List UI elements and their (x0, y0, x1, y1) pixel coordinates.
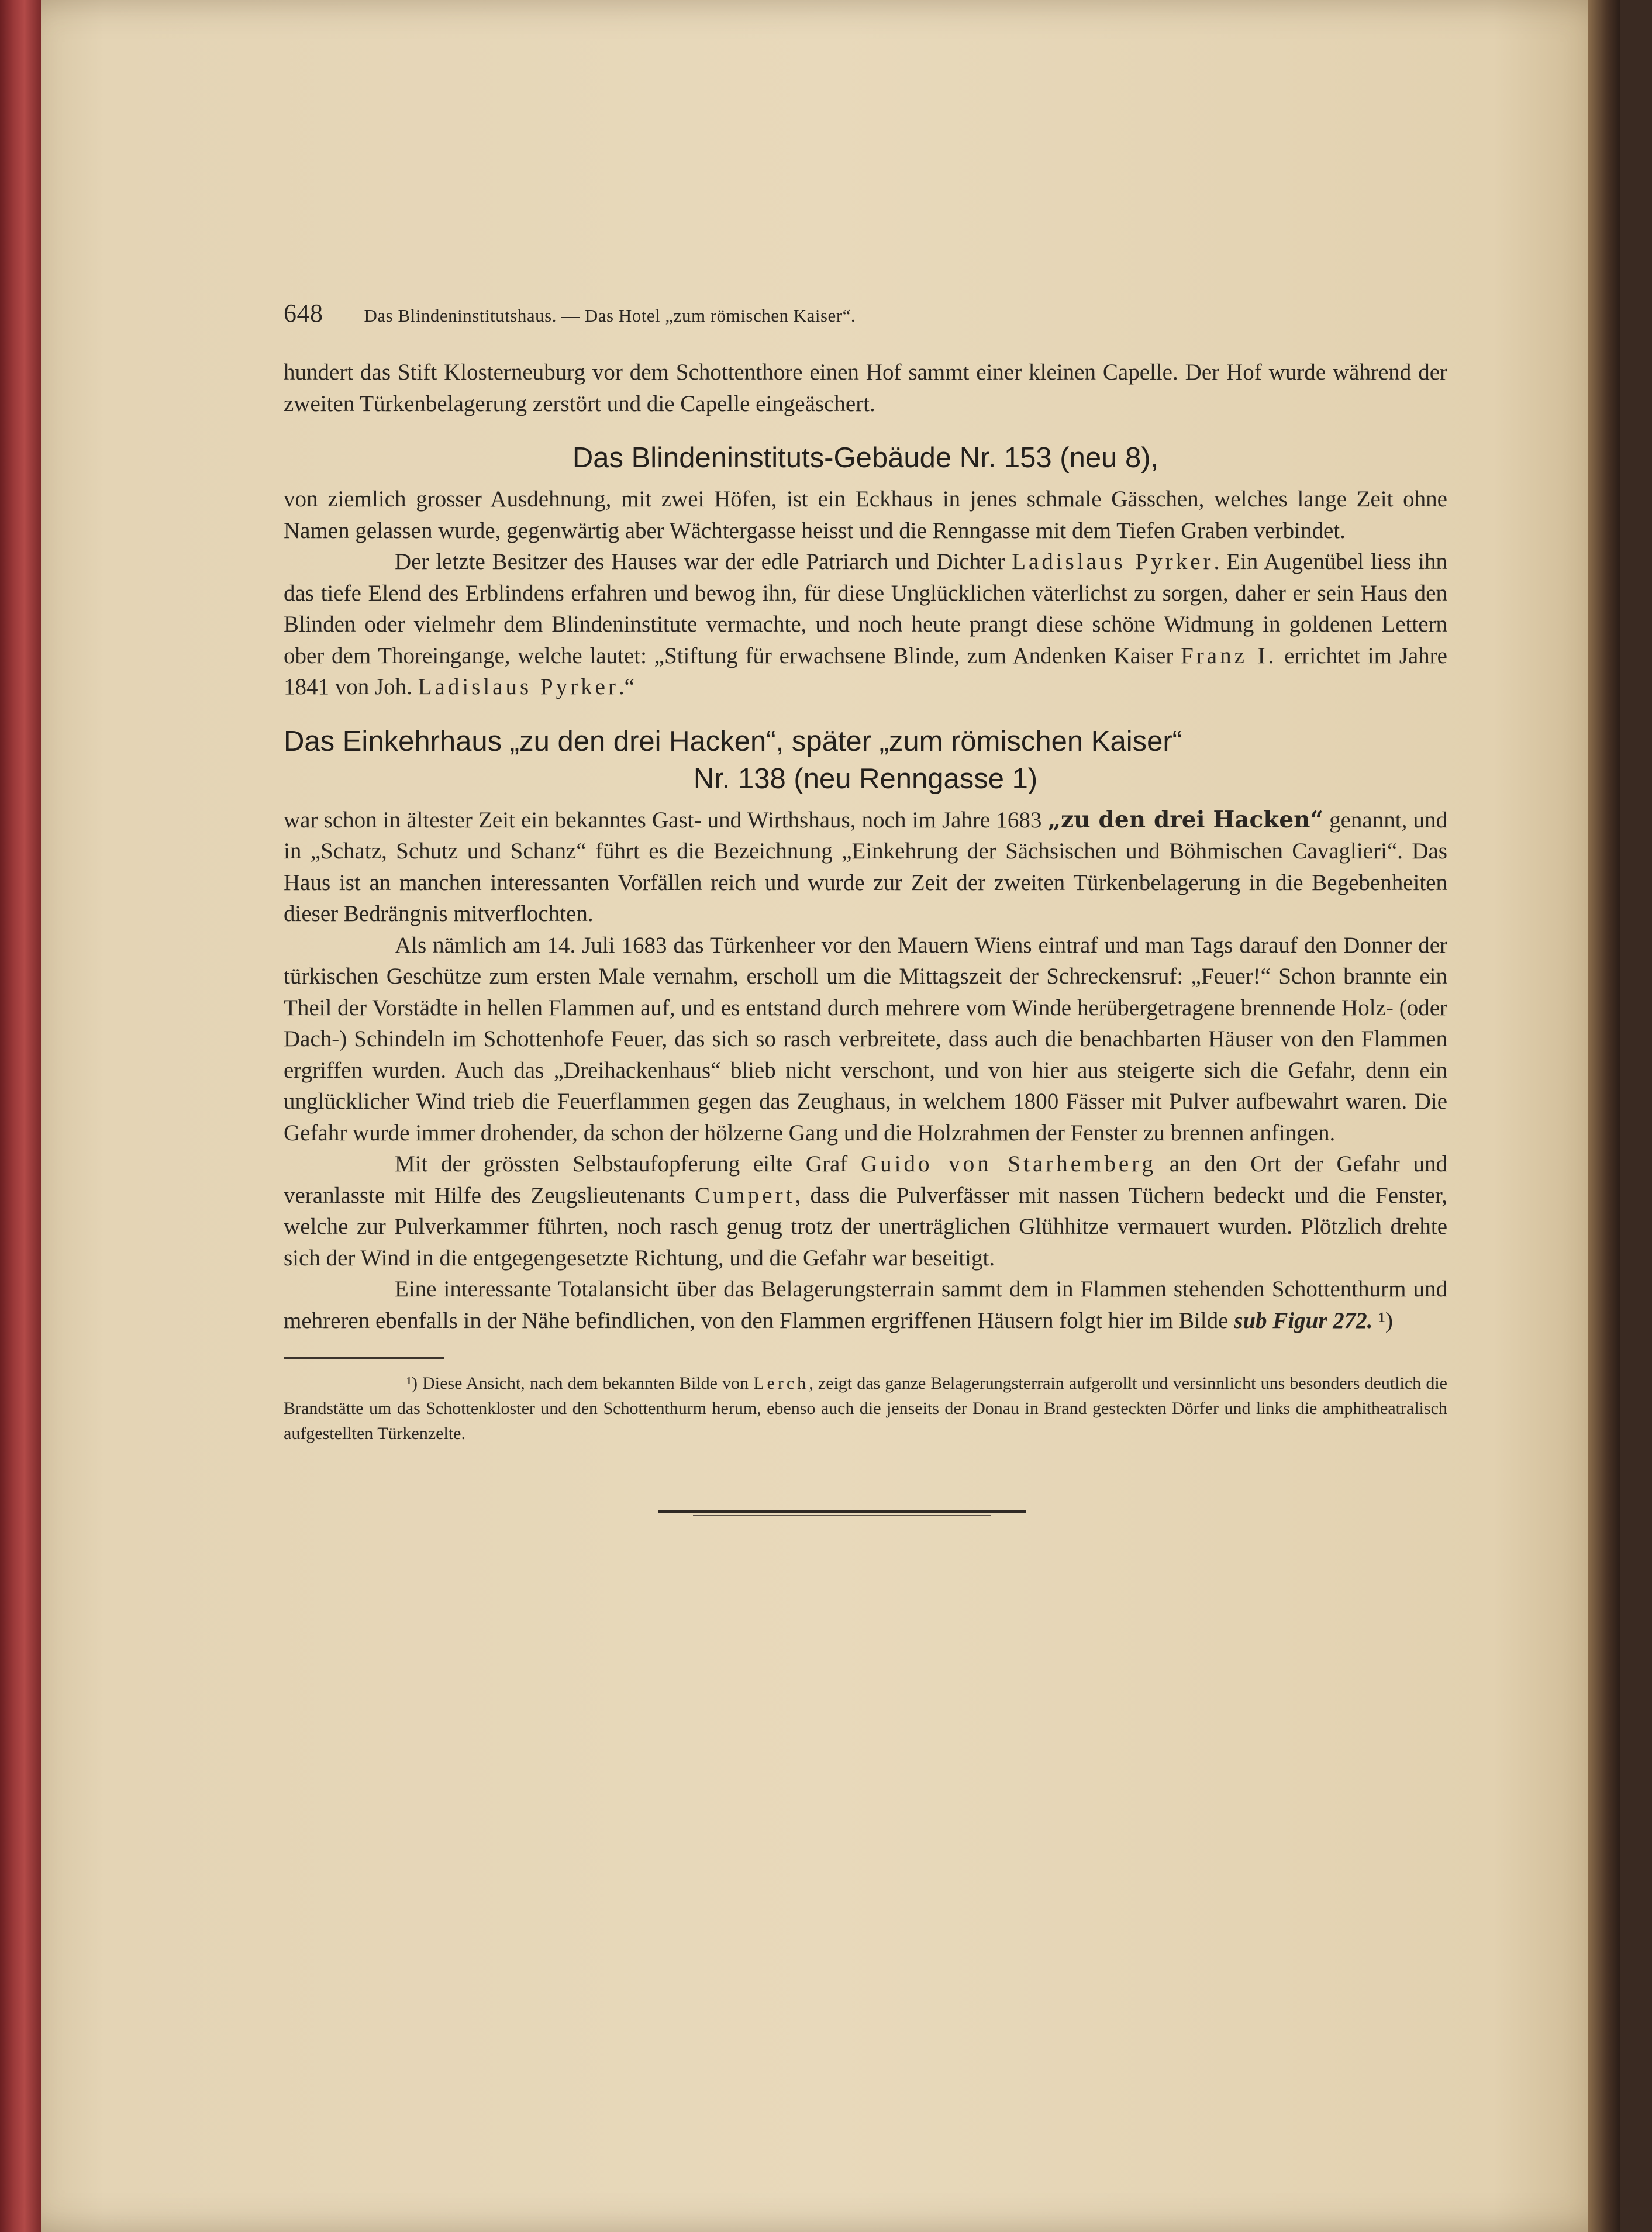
person-name: Ladislaus Pyrker (1012, 549, 1214, 574)
text-run: .“ (618, 674, 634, 699)
footnote-marker: ¹) (1372, 1308, 1393, 1333)
footnote-divider (284, 1357, 444, 1359)
intro-paragraph: hundert das Stift Klosterneuburg vor dem Schottenthore einen Hof sammt einer kleinen Capelle. Der Hof wurde während der zweiten Türkenbelagerung zerstört und die Capelle eingeäschert. (284, 360, 1447, 416)
book-edge (0, 0, 41, 2232)
person-name: Lerch (753, 1374, 809, 1393)
text-run: war schon in ältester Zeit ein bekanntes Gast- und Wirthshaus, noch im Jahre 1683 (284, 807, 1048, 833)
person-name: Ladislaus Pyrker (418, 674, 619, 699)
section2-paragraph-4 (284, 1274, 1447, 1336)
text-run: ¹) Diese Ansicht, nach dem bekannten Bilde von (406, 1374, 754, 1393)
end-ornament-rule (658, 1510, 1026, 1513)
running-head (284, 298, 1447, 339)
section2-paragraph-2: Als nämlich am 14. Juli 1683 das Türkenheer vor den Mauern Wiens eintraf und man Tags darauf den Donner der türkischen Geschütze zum ersten Male vernahm, erscholl um die Mittagszeit der Schreckensruf: „Feuer!“ Schon brannte ein Theil der Vorstädte in hellen Flammen auf, und es entstand durch mehrere vom Winde herübergetragene brennende Holz- (oder Dach-) Schindeln im Schottenhofe Feuer, das sich so rasch verbreitete, dass auch die benachbarten Häuser von den Flammen ergriffen wurden. Auch das „Dreihackenhaus“ blieb nicht verschont, und von hier aus steigerte sich die Gefahr, denn ein unglücklicher Wind trieb die Feuerflammen gegen das Zeughaus, in welchem 1800 Fässer mit Pulver aufbewahrt waren. Die Gefahr wurde immer drohender, da schon der hölzerne Gang und die Holzrahmen der Fenster zu brennen anfingen. (284, 932, 1447, 1146)
page-gutter-shadow (1588, 0, 1620, 2232)
text-run: , zeigt das ganze Belagerungsterrain aufgerollt und versinnlicht uns besonders deutlich die Brandstätte um das Schottenkloster und den Schottenthurm herum, ebenso auch die jenseits der Donau in Brand gesteckten Dörfer und links die amphitheatralisch aufgestellten Türkenzelte. (284, 1374, 1447, 1443)
page-content (284, 298, 1447, 1513)
section1-paragraph-1: von ziemlich grosser Ausdehnung, mit zwei Höfen, ist ein Eckhaus in jenes schmale Gässchen, welches lange Zeit ohne Namen gelassen wurde, gegenwärtig aber Wächtergasse heisst und die Renngasse mit dem Tiefen Graben verbindet. (284, 487, 1447, 543)
text-run: . Ein Augenübel liess ihn das tiefe Elend des Erblindens erfahren und bewog ihn, für diese Unglücklichen väterlichst zu sorgen, daher er sein Haus den Blinden oder vielmehr dem Blindeninstitute vermachte, und noch heute prangt diese schöne Widmung in goldenen Lettern ober dem Thoreingange, welche lautet: „Stiftung für erwachsene Blinde, zum Andenken Kaiser (284, 549, 1447, 668)
text-run: Eine interessante Totalansicht über das Belagerungsterrain sammt dem in Flammen stehenden Schottenthurm und mehreren ebenfalls in der Nähe befindlichen, von den Flammen ergriffenen Häusern folgt hier im Bilde (284, 1277, 1447, 1333)
person-name: Cumpert (694, 1182, 795, 1208)
section-heading-einkehrhaus (284, 723, 1447, 798)
person-name: Franz I. (1181, 643, 1277, 668)
text-run: errichtet im Jahre 1841 von Joh. (284, 643, 1447, 699)
heading-line-2: Nr. 138 (neu Renngasse 1) (693, 763, 1038, 795)
text-run: , dass die Pulverfässer mit nassen Tüchern bedeckt und die Fenster, welche zur Pulverkammer führten, noch rasch genug trotz der unerträglichen Glühhitze vermauert wurden. Plötzlich drehte sich der Wind in die entgegengesetzte Richtung, und die Gefahr war beseitigt. (284, 1182, 1448, 1271)
text-run: an den Ort der Gefahr und veranlasste mit Hilfe des Zeugslieutenants (284, 1151, 1448, 1208)
section-heading-blindeninstitut: Das Blindeninstituts-Gebäude Nr. 153 (neu 8), (572, 442, 1159, 474)
text-run: genannt, und in „Schatz, Schutz und Schanz“ führt es die Bezeichnung „Einkehrung der Sächsischen und Böhmischen Cavaglieri“. Das Haus ist an manchen interessanten Vorfällen reich und wurde zur Zeit der zweiten Türkenbelagerung in die Begebenheiten dieser Bedrängnis mitverflochten. (284, 807, 1447, 926)
text-run: Der letzte Besitzer des Hauses war der edle Patriarch und Dichter (395, 549, 1012, 574)
section2-paragraph-3 (284, 1148, 1447, 1274)
section2-paragraph-1 (284, 805, 1447, 930)
text-run: Mit der grössten Selbstaufopferung eilte Graf (395, 1151, 861, 1177)
page-number: 648 (284, 299, 323, 327)
heading-line-1: Das Einkehrhaus „zu den drei Hacken“, später „zum römischen Kaiser“ (284, 725, 1182, 757)
section1-paragraph-2 (284, 546, 1447, 703)
person-name: Guido von Starhemberg (860, 1151, 1156, 1177)
figure-reference: sub Figur 272. (1234, 1308, 1373, 1333)
running-head-title: Das Blindeninstitutshaus. — Das Hotel „zum römischen Kaiser“. (364, 305, 856, 326)
footnote (284, 1371, 1447, 1446)
fraktur-name: „zu den drei Hacken“ (1047, 806, 1323, 833)
